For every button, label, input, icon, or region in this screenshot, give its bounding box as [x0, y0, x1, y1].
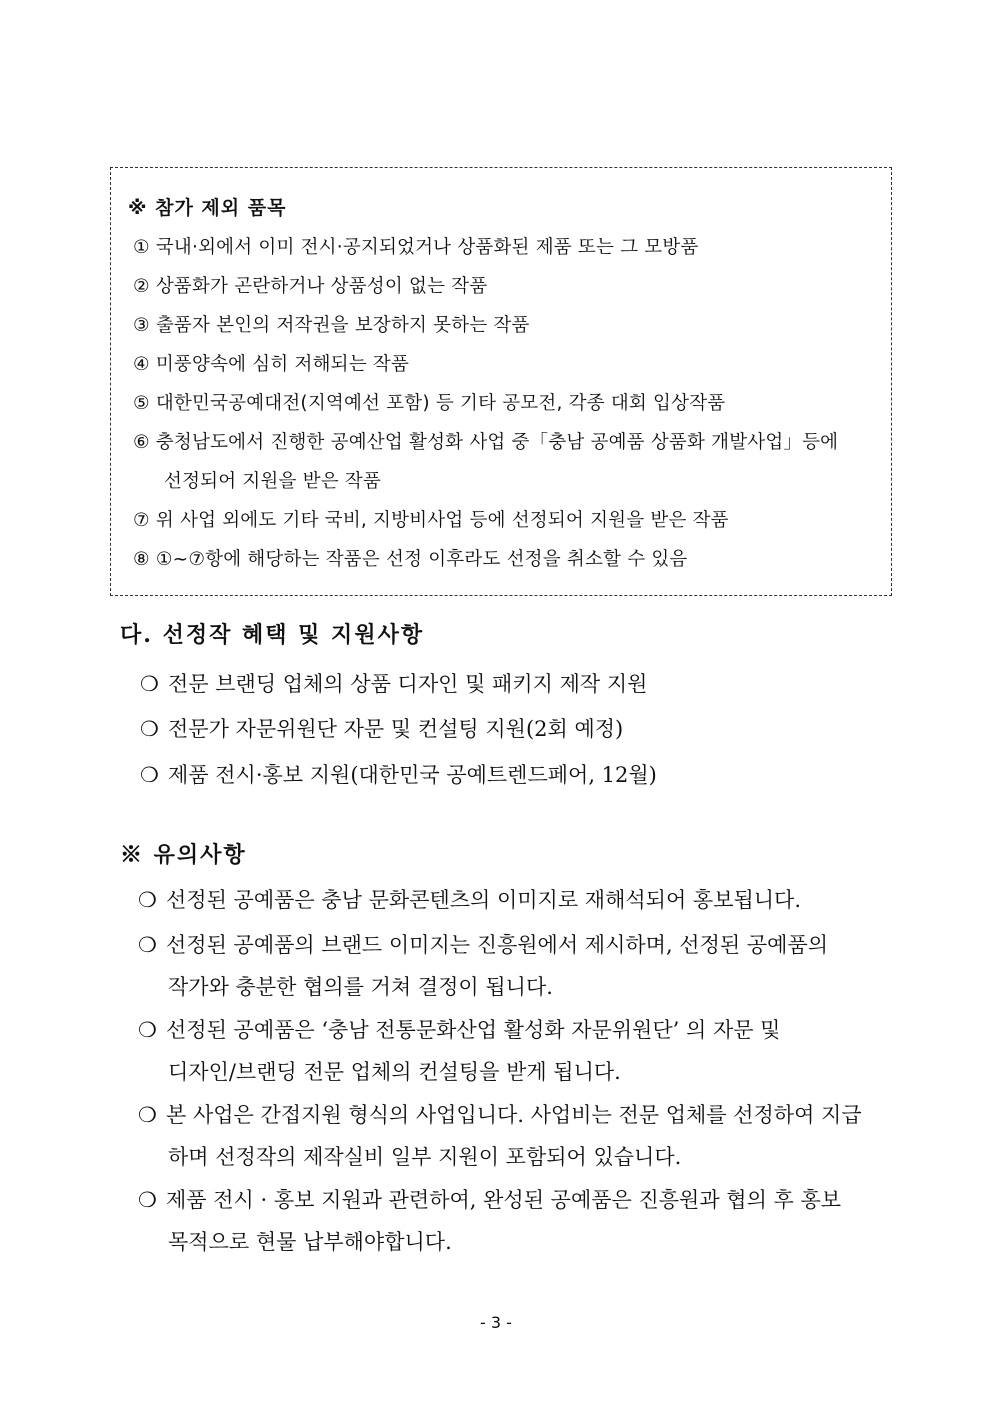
note-item: ❍ 선정된 공예품의 브랜드 이미지는 진흥원에서 제시하며, 선정된 공예품의: [138, 933, 828, 957]
note-item: ❍ 제품 전시 · 홍보 지원과 관련하여, 완성된 공예품은 진흥원과 협의 후 홍보: [138, 1188, 842, 1212]
bullet-icon: ❍: [140, 763, 159, 787]
benefit-item: ❍ 전문가 자문위원단 자문 및 컨설팅 지원(2회 예정): [140, 717, 624, 741]
note-item: ❍ 선정된 공예품은 충남 문화콘텐츠의 이미지로 재해석되어 홍보됩니다.: [138, 888, 802, 912]
note-item-cont: 디자인/브랜딩 전문 업체의 컨설팅을 받게 됩니다.: [168, 1060, 621, 1084]
excluded-item-6-cont: 선정되어 지원을 받은 작품: [164, 471, 382, 492]
note-item-cont: 작가와 충분한 협의를 거쳐 결정이 됩니다.: [168, 975, 553, 999]
note-item-cont: 목적으로 현물 납부해야합니다.: [168, 1230, 452, 1254]
excluded-item-1: ① 국내·외에서 이미 전시·공지되었거나 상품화된 제품 또는 그 모방품: [133, 237, 699, 258]
excluded-item-6: ⑥ 충청남도에서 진행한 공예산업 활성화 사업 중「충남 공예품 상품화 개발사업」등에: [133, 432, 839, 453]
note-item: ❍ 선정된 공예품은 ‘충남 전통문화산업 활성화 자문위원단’ 의 자문 및: [138, 1018, 781, 1042]
bullet-icon: ❍: [140, 672, 159, 696]
bullet-icon: ❍: [138, 1018, 157, 1042]
excluded-item-3: ③ 출품자 본인의 저작권을 보장하지 못하는 작품: [133, 315, 530, 336]
bullet-icon: ❍: [140, 717, 159, 741]
note-item: ❍ 본 사업은 간접지원 형식의 사업입니다. 사업비는 전문 업체를 선정하여 지급: [138, 1103, 862, 1127]
excluded-item-7: ⑦ 위 사업 외에도 기타 국비, 지방비사업 등에 선정되어 지원을 받은 작품: [133, 510, 729, 531]
excluded-item-5: ⑤ 대한민국공예대전(지역예선 포함) 등 기타 공모전, 각종 대회 입상작품: [133, 393, 726, 414]
benefit-item: ❍ 제품 전시·홍보 지원(대한민국 공예트렌드페어, 12월): [140, 763, 657, 787]
excluded-item-4: ④ 미풍양속에 심히 저해되는 작품: [133, 354, 410, 375]
bullet-icon: ❍: [138, 1103, 157, 1127]
bullet-icon: ❍: [138, 888, 157, 912]
page-number: - 3 -: [480, 1313, 512, 1332]
excluded-item-8: ⑧ ①~⑦항에 해당하는 작품은 선정 이후라도 선정을 취소할 수 있음: [133, 549, 688, 570]
bullet-icon: ❍: [138, 933, 157, 957]
note-item-cont: 하며 선정작의 제작실비 일부 지원이 포함되어 있습니다.: [168, 1145, 682, 1169]
benefits-heading: 다. 선정작 혜택 및 지원사항: [120, 622, 425, 648]
excluded-items-title: ※ 참가 제외 품목: [128, 197, 287, 219]
notes-heading: ※ 유의사항: [120, 842, 247, 868]
bullet-icon: ❍: [138, 1188, 157, 1212]
excluded-item-2: ② 상품화가 곤란하거나 상품성이 없는 작품: [133, 276, 488, 297]
benefit-item: ❍ 전문 브랜딩 업체의 상품 디자인 및 패키지 제작 지원: [140, 672, 648, 696]
